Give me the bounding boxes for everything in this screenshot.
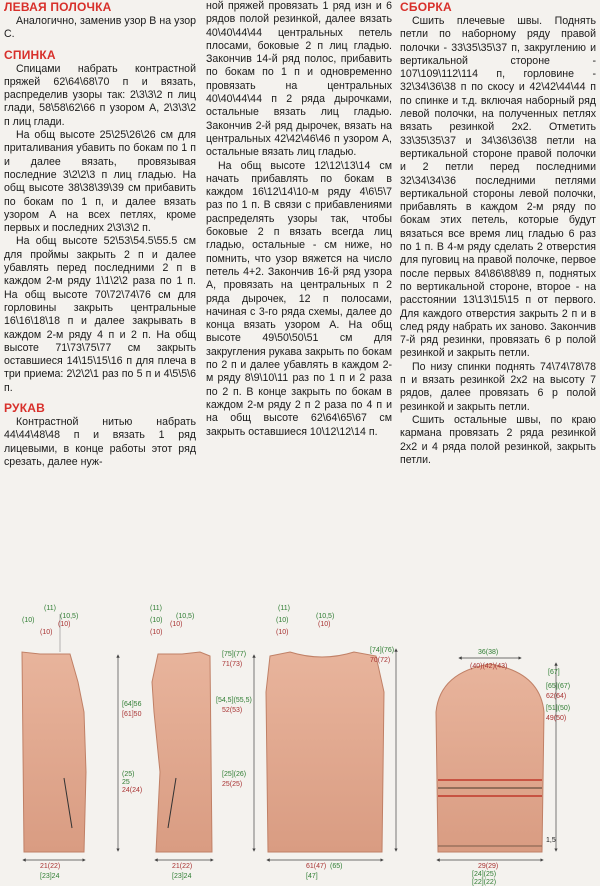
back-side-1: [75](77) (222, 651, 247, 658)
front-top-3: (10) (22, 617, 35, 624)
sleeve-top-2: (40)(42)(43) (470, 663, 508, 670)
front2-bottom-2: [23]24 (172, 873, 192, 880)
sleeve-bottom-3: [22](22) (472, 879, 497, 886)
front-top-5: (10) (40, 629, 53, 636)
paragraph: Сшить плечевые швы. Поднять петли по наборному ряду правой полочки - 33\35\35\37 п, закруглению и вертикальной стороне - 107\109\112\114 п, горловине - 32\34\36\38 п по скосу и 42\42\44\44 п по спинке и т.д. включая наборный ряд левой полочки, на полученных петлях вязать резинкой 2х2. Отметить 33\35\35\37 и 34\36\36\38 петли на вертикальной стороне правой полочки и 2 петли перед последними 32\34\34\36 последними петлями вертикальной стороны левой полочки, прибавлять в каждом 2-м ряду по бокам этих петель, которые будут вязаться все время лиц гладью 6 раз по 1 п. В 4-м ряду сделать 2 отверстия для пуговиц на правой полочке, первое после первых 84\86\88\89 п, поднятых по вертикальной стороне, второе - на расстоянии 13\13\15\15 п от первого. Для каждого отверстия закрыть 2 п и в след ряду набрать их заново. Закончив 7-й ряд резинки, провязать 6 р полой резинкой и закрыть петли. (400, 15, 596, 360)
back-top-3: (10) (276, 617, 289, 624)
paragraph: Спицами набрать контрастной пряжей 62\64\68\70 п и вязать, распределив узоры так: 2\3\3\2 п лиц глади, 58\58\62\66 п узором А, 2\3\3\2 п лиц глади. (4, 62, 196, 128)
back-bottom-1: 61(47) (306, 863, 327, 870)
heading-left-front: ЛЕВАЯ ПОЛОЧКА (4, 0, 112, 14)
paragraph: На общ высоте 52\53\54.5\55.5 см для проймы закрыть 2 п и далее убавлять перед последними 2 п в каждом 2-м ряду 1\1\2\2 раза по 1 п. На общ высоте 70\72\74\76 см для горловины закрыть центральные 16\16\18\18 п и далее закрывать в каждом 2-м ряду 4 п и 2 п. На общ высоте 71\73\75\77 см закрыть оставшиеся 14\15\15\16 п для плеча в три приема: 2\2\2\1 раз по 5 п и 4\5\5\6 п. (4, 235, 196, 394)
paragraph: На общ высоте 25\25\26\26 см для приталивания убавить по бокам по 1 п и далее вязать, провязывая последние 3\2\2\3 п лиц гладью. На общ высоте 38\38\39\39 см прибавить по бокам по 1 п, и далее вязать узором А на всех петлях, кроме первых и последних 2\3\3\2 п. (4, 129, 196, 235)
front-top-4: (10) (58, 621, 71, 628)
front-piece-shape (22, 652, 86, 852)
front-side-2: [61]50 (122, 711, 142, 718)
back-right-1: [74](76) (370, 647, 395, 654)
back-top-2: (10,5) (316, 613, 335, 620)
heading-back: СПИНКА (4, 47, 56, 62)
pattern-drawings (0, 592, 600, 886)
back-top-5: (10) (276, 629, 289, 636)
sleeve-piece-shape (436, 664, 544, 852)
pattern-svg (0, 592, 600, 886)
front2-top-2: (10,5) (176, 613, 195, 620)
front-top-1: (11) (44, 605, 56, 612)
back-right-2: 70(72) (370, 657, 391, 664)
back-bottom-2: (65) (330, 863, 343, 870)
front-mid-3: 24(24) (122, 787, 143, 794)
sleeve-top-1: 36(38) (478, 649, 499, 656)
back-top-1: (11) (278, 605, 290, 612)
front2-top-4: (10) (170, 621, 183, 628)
back-side-3: [54,5](55,5) (216, 697, 252, 704)
sleeve-side-5: 49(50) (546, 715, 567, 722)
front-side-1: [64]56 (122, 701, 142, 708)
paragraph: Аналогично, заменив узор В на узор С. (4, 15, 196, 41)
sleeve-side-1: [67] (548, 669, 560, 676)
sleeve-side-4: [51](50) (546, 705, 571, 712)
column-right (400, 0, 596, 467)
back-side-2: 71(73) (222, 661, 243, 668)
back-piece-shape (266, 652, 384, 852)
heading-sleeve: РУКАВ (4, 401, 45, 416)
paragraph: Контрастной нитью набрать 44\44\48\48 п и вязать 1 ряд лицевыми, в конце работы этот ряд срезать, далее нуж- (4, 416, 196, 468)
sleeve-bottom-2: [24](25) (472, 871, 497, 878)
front-mid-1: (25) (122, 771, 135, 778)
front2-top-5: (10) (150, 629, 163, 636)
front-top-2: (10,5) (60, 613, 79, 620)
front-bottom-1: 21(22) (40, 863, 61, 870)
sleeve-hem: 1,5 (546, 837, 556, 844)
front2-bottom-1: 21(22) (172, 863, 193, 870)
paragraph: На общ высоте 12\12\13\14 см начать прибавлять по бокам в каждом 16\12\14\10-м ряду 4\6\5\7 раз по 1 п. В связи с прибавлениями распределять узоры так, чтобы боковые 2 п вязать всегда лиц гладью, остальные - см ниже, но помнить, что узор вяжется на число петель 4+2. Закончив 16-й ряд узора А, провязать на центральных п 2 ряда дырочек, 12 п полосами, начиная с 3-го ряда схемы, далее до конца вязать узором А. На общ высоте 49\50\50\51 см для закругления рукава закрыть по бокам по 2 п и далее убавлять в каждом 2-м ряду 8\9\10\11 раз по 1 п и 2 раза по 2 п. В конце закрыть по бокам в каждом 2-м ряду 2 п 2 раза по 4 п и на общ высоте 62\64\65\67 см закрыть оставшиеся 10\12\12\14 п. (206, 159, 392, 438)
column-left (4, 0, 196, 469)
front2-top-3: (10) (150, 617, 163, 624)
sleeve-side-2: [65](67) (546, 683, 571, 690)
heading-assembly: СБОРКА (400, 0, 452, 14)
paragraph: По низу спинки поднять 74\74\78\78 п и вязать резинкой 2х2 на высоту 7 рядов, далее провязать 6 р полой резинкой и закрыть петли. (400, 360, 596, 413)
back-side-4: 52(53) (222, 707, 243, 714)
back-bottom-3: [47] (306, 873, 318, 880)
front-bottom-2: [23]24 (40, 873, 60, 880)
front-mid-2: 25 (122, 779, 130, 786)
front2-top-1: (11) (150, 605, 162, 612)
sleeve-side-3: 62(64) (546, 693, 567, 700)
column-middle (206, 0, 392, 439)
paragraph: Сшить остальные швы, по краю кармана провязать 2 ряда резинкой 2х2 и 4 ряда полой резинкой, закрыть петли. (400, 413, 596, 466)
back-side-6: 25(25) (222, 781, 243, 788)
sleeve-bottom-1: 29(29) (478, 863, 499, 870)
back-top-4: (10) (318, 621, 331, 628)
paragraph: ной пряжей провязать 1 ряд изн и 6 рядов полой резинкой, далее вязать 40\40\44\44 центральных петель плосами, боковые 2 п лиц гладью. Закончив 14-й ряд полос, прибавить по бокам по 1 п и одновременно провязать на центральных 40\40\44\44 п 2 ряда дырочками, остальные вязать лиц гладью. Закончив 2-й ряд дырочек, вязать на центральных 42\42\46\46 п узором А, остальные вязать лиц гладью. (206, 0, 392, 159)
front2-piece-shape (152, 652, 212, 852)
back-side-5: [25](26) (222, 771, 247, 778)
